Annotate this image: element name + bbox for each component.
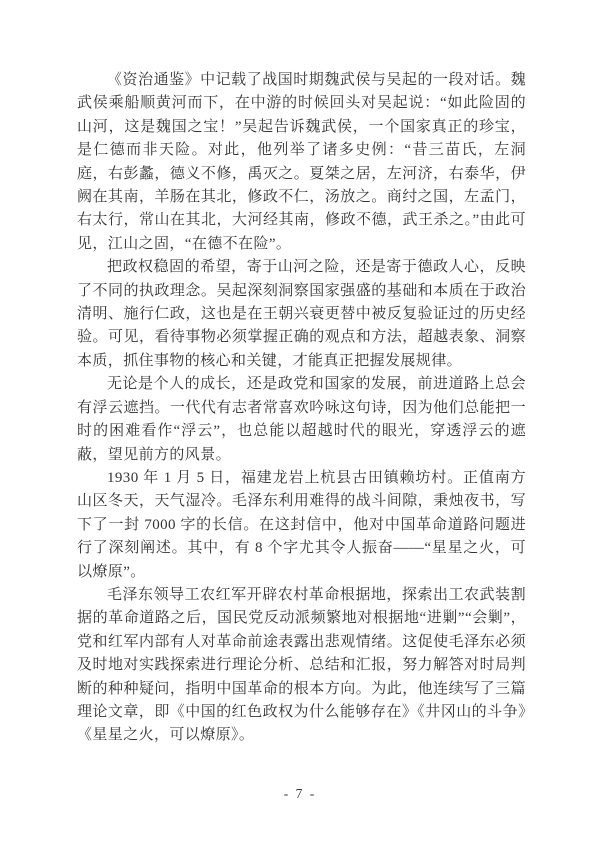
paragraph-5: 毛泽东领导工农红军开辟农村革命根据地，探索出工农武装割据的革命道路之后，国民党反动派频繁地对根据地“进剿”“会剿”，党和红军内部有人对革命前途表露出悲观情绪。这促使毛泽东必须及时地对实践探索进行理论分析、总结和汇报，努力解答对时局判断的种种疑问，指明中国革命的根本方向。为此，他连续写了三篇理论文章，即《中国的红色政权为什么能够存在》《井冈山的斗争》《星星之火，可以燎原》。 [77, 586, 526, 744]
paragraph-2: 把政权稳固的希望，寄于山河之险，还是寄于德政人心，反映了不同的执政理念。吴起深刻洞察国家强盛的基础和本质在于政治清明、施行仁政，这也是在王朝兴衰更替中被反复验证过的历史经验。可见，看待事物必须掌握正确的观点和方法，超越表象、洞察本质，抓住事物的核心和关键，才能真正把握发展规律。 [77, 259, 526, 369]
paragraph-4: 1930 年 1 月 5 日，福建龙岩上杭县古田镇赖坊村。正值南方山区冬天，天气湿冷。毛泽东利用难得的战斗间隙，秉烛夜书，写下了一封 7000 字的长信。在这封信中，他对中国革命道路问题进行了深刻阐述。其中，有 8 个字尤其令人振奋——“星星之火，可以燎原”。 [77, 469, 526, 580]
page-number: - 7 - [283, 786, 317, 801]
document-body [77, 69, 526, 748]
paragraph-1: 《资治通鉴》中记载了战国时期魏武侯与吴起的一段对话。魏武侯乘船顺黄河而下，在中游的时候回头对吴起说：“如此险固的山河，这是魏国之宝！”吴起告诉魏武侯，一个国家真正的珍宝，是仁德而非天险。对此，他列举了诸多史例：“昔三苗氏，左洞庭，右彭蠡，德义不修，禹灭之。夏桀之居，左河济，右泰华，伊阙在其南，羊肠在其北，修政不仁，汤放之。商纣之国，左孟门，右太行，常山在其北，大河经其南，修政不德，武王杀之。”由此可见，江山之固，“在德不在险”。 [77, 72, 526, 252]
paragraph-3: 无论是个人的成长，还是政党和国家的发展，前进道路上总会有浮云遮挡。一代代有志者常喜欢吟咏这句诗，因为他们总能把一时的困难看作“浮云”，也总能以超越时代的眼光，穿透浮云的遮蔽，望见前方的风景。 [77, 376, 526, 463]
